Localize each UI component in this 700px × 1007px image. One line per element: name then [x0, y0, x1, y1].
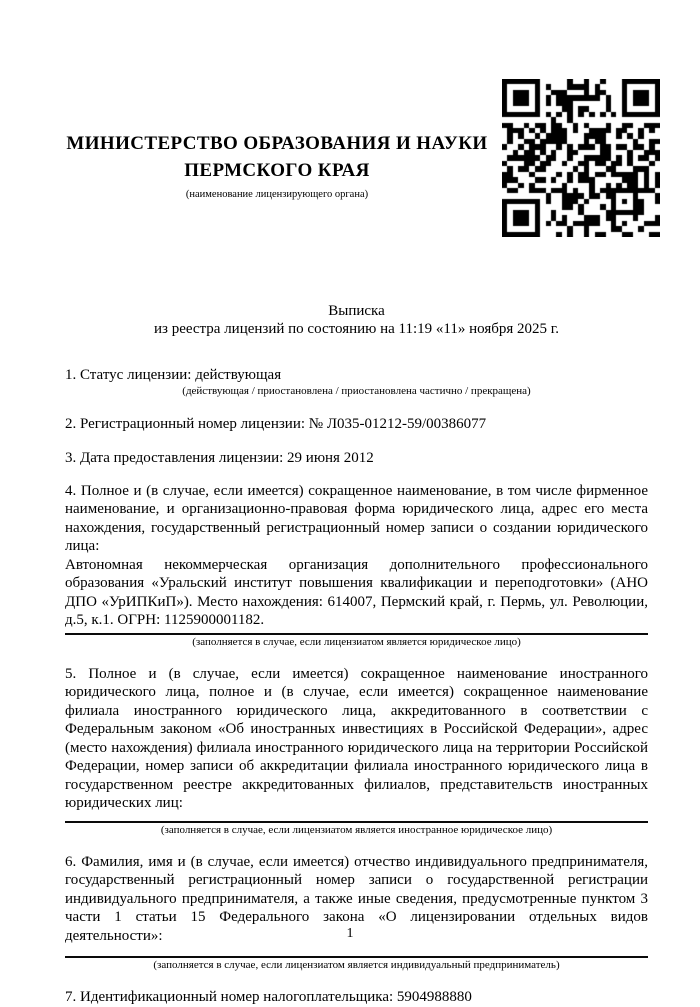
item-individual-entrepreneur-caption: (заполняется в случае, если лицензиатом является индивидуальный предприниматель) — [153, 959, 560, 971]
document-title — [65, 303, 648, 338]
item-legal-entity-value: Автономная некоммерческая организация дополнительного профессионального образования «Уральский институт повышения квалификации и переподготовки» (АНО ДПО «УрИПКиП»). Место нахождения: 614007, Пермский край, г. Пермь, ул. Революции, д.5, к.1. ОГРН: 1125900001182. — [65, 556, 648, 628]
qr-code — [502, 79, 660, 237]
item-taxpayer-number: 7. Идентификационный номер налогоплательщика: 5904988880 — [65, 989, 472, 1005]
foreign-entity-fill-line — [65, 821, 648, 823]
document-title-line1: Выписка — [328, 303, 385, 319]
page-number: 1 — [346, 926, 354, 941]
item-grant-date: 3. Дата предоставления лицензии: 29 июня 2012 — [65, 450, 374, 466]
item-legal-entity-label: 4. Полное и (в случае, если имеется) сокращенное наименование, в том числе фирменное наименование, и организационно-правовая форма юридического лица, адрес его места нахождения, государственный регистрационный номер записи о создании юридического лица: — [65, 482, 648, 554]
document-body — [65, 366, 648, 1007]
item-license-status: 1. Статус лицензии: действующая — [65, 367, 282, 383]
legal-entity-fill-line — [65, 633, 648, 635]
authority-name-caption: (наименование лицензирующего органа) — [185, 189, 369, 200]
item-registration-number: 2. Регистрационный номер лицензии: № Л035-01212-59/00386077 — [65, 415, 487, 432]
item-individual-entrepreneur-label: 6. Фамилия, имя и (в случае, если имеется) отчество индивидуального предпринимателя, государственный регистрационный номер записи о государственной регистрации индивидуального предпринимателя, а также иные сведения, предусмотренные пунктом 3 части 1 статьи 15 Федерального закона «О лицензировании отдельных видов деятельности»: — [65, 853, 648, 944]
item-legal-entity-caption: (заполняется в случае, если лицензиатом является юридическое лицо) — [192, 635, 521, 648]
authority-name-line1: МИНИСТЕРСТВО ОБРАЗОВАНИЯ И НАУКИ — [66, 133, 488, 154]
authority-name-line2: ПЕРМСКОГО КРАЯ — [184, 160, 370, 181]
item-license-status-caption: (действующая / приостановлена / приостановлена частично / прекращена) — [182, 384, 531, 397]
item-foreign-entity-label: 5. Полное и (в случае, если имеется) сокращенное наименование иностранного юридического лица, полное и (в случае, если имеется) сокращенное наименование филиала иностранного юридического лица, аккредитованного в соответствии с Федеральным законом «Об иностранных инвестициях в Российской Федерации», адрес (место нахождения) филиала иностранного юридического лица на территории Российской Федерации, номер записи об аккредитации филиала иностранного юридического лица в государственном реестре аккредитованных филиалов, представительств иностранных юридических лиц: — [65, 665, 648, 811]
item-foreign-entity-caption: (заполняется в случае, если лицензиатом является иностранное юридическое лицо) — [160, 823, 553, 836]
individual-entrepreneur-fill-line — [65, 956, 648, 958]
licensing-authority-header — [65, 130, 489, 201]
document-title-line2: из реестра лицензий по состоянию на 11:19 «11» ноября 2025 г. — [154, 320, 559, 337]
